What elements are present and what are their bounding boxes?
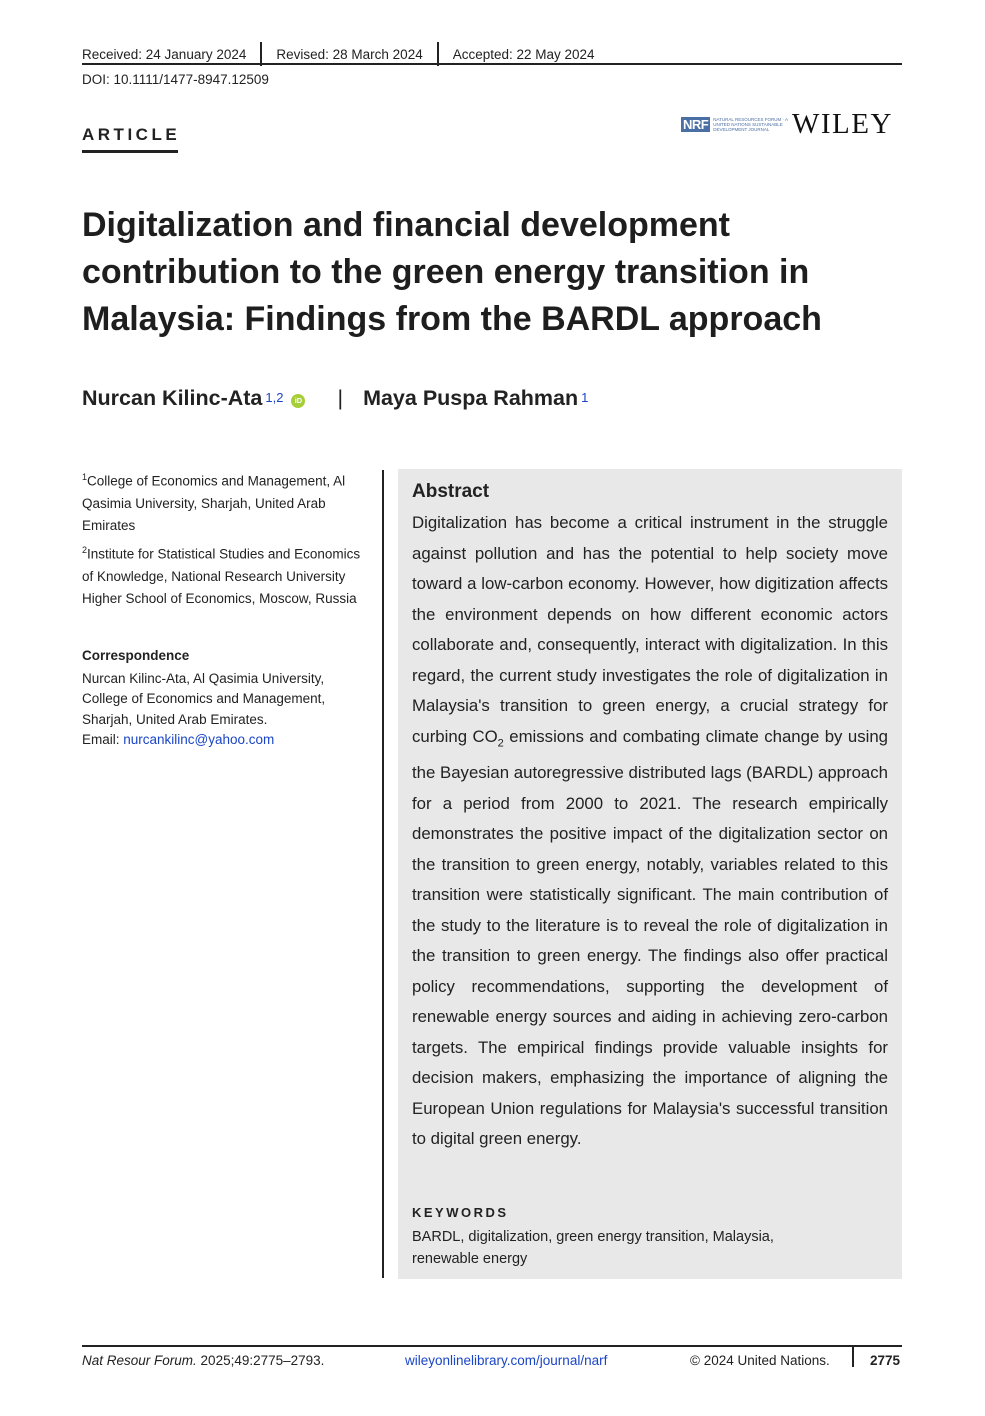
email-label: Email: <box>82 731 124 747</box>
abstract-text-part: Digitalization has become a critical instrument in the struggle against pollution and has the potential to help society move toward a low-carbon economy. However, how digitization affects the environment depends on how different economic actors collaborate and, consequently, interact with digitalization. In this regard, the current study investigates the role of digitalization in Malaysia's transition to green energy, a crucial strategy for curbing CO <box>412 513 888 746</box>
correspondence-line: Nurcan Kilinc-Ata, Al Qasimia University, <box>82 671 325 686</box>
revised-date: Revised: 28 March 2024 <box>276 46 423 62</box>
affiliation-text: Institute for Statistical Studies and Economics of Knowledge, National Research University Higher School of Economics, Moscow, Russia <box>82 546 361 606</box>
keywords-list: BARDL, digitalization, green energy transition, Malaysia, renewable energy <box>412 1229 774 1267</box>
journal-logo-text: NATURAL RESOURCES FORUM · A UNITED NATIONS SUSTAINABLE DEVELOPMENT JOURNAL <box>713 117 788 132</box>
journal-citation <box>82 1353 324 1368</box>
correspondence-email-row <box>82 730 372 750</box>
affiliation-2 <box>82 539 367 610</box>
accepted-date: Accepted: 22 May 2024 <box>452 46 595 62</box>
citation-details: 2025;49:2775–2793. <box>196 1353 325 1368</box>
footer-divider <box>852 1347 854 1367</box>
footer-rule <box>82 1345 902 1347</box>
keywords-heading: KEYWORDS <box>412 1205 509 1220</box>
author-list <box>82 386 588 411</box>
affiliation-1 <box>82 466 367 537</box>
affiliation-number: 1 <box>82 472 88 482</box>
affiliation-text: College of Economics and Management, Al Qasimia University, Sharjah, United Arab Emirates <box>82 473 346 533</box>
correspondence-heading: Correspondence <box>82 648 190 663</box>
paper-title: Digitalization and financial development contribution to the green energy transition in Malaysia: Findings from the BARDL approach <box>82 206 822 338</box>
section-label: ARTICLE <box>82 125 181 144</box>
page-number: 2775 <box>870 1353 901 1368</box>
abstract-heading: Abstract <box>412 481 490 502</box>
author-name: Nurcan Kilinc-Ata <box>82 386 263 410</box>
journal-link[interactable]: wileyonlinelibrary.com/journal/narf <box>405 1353 608 1368</box>
correspondence-line: College of Economics and Management, <box>82 691 326 707</box>
affiliation-number: 2 <box>82 545 88 555</box>
journal-name: Nat Resour Forum. <box>82 1353 197 1368</box>
copyright: © 2024 United Nations. <box>690 1353 830 1368</box>
abstract-text-part: emissions and combating climate change by using the Bayesian autoregressive distributed lags (BARDL) approach for a period from 2000 to 2021. The research empirically demonstrates the positive impact of the digitalization sector on the transition to green energy, notably, variables related to this transition were statistically significant. The main contribution of the study to the literature is to reveal the role of digitalization in the transition to green energy. The findings also offer practical policy recommendations, supporting the development of renewable energy sources and aiding in achieving zero-carbon targets. The empirical findings provide valuable insights for decision makers, emphasizing the importance of aligning the European Union regulations for Malaysia's successful transition to digital green energy. <box>412 726 889 1149</box>
subscript: 2 <box>497 736 504 749</box>
correspondence-line: Sharjah, United Arab Emirates. <box>82 711 268 727</box>
author-affiliation-ref[interactable]: 1 <box>581 390 589 405</box>
author-separator: | <box>337 386 344 410</box>
publisher-logo: WILEY <box>792 108 893 140</box>
email-link[interactable]: nurcankilinc@yahoo.com <box>123 731 275 747</box>
received-date: Received: 24 January 2024 <box>82 46 247 62</box>
section-underline <box>82 150 178 153</box>
correspondence-block <box>82 669 372 750</box>
header-rule <box>82 63 902 65</box>
journal-logo <box>681 117 803 132</box>
abstract-text <box>412 508 888 1155</box>
author-name: Maya Puspa Rahman <box>363 386 579 410</box>
journal-logo-mark: NRF <box>683 117 709 132</box>
author-affiliation-ref[interactable]: 1,2 <box>265 390 284 405</box>
doi[interactable]: DOI: 10.1111/1477-8947.12509 <box>82 72 269 87</box>
column-divider <box>382 470 384 1278</box>
orcid-icon[interactable]: iD <box>291 394 305 408</box>
